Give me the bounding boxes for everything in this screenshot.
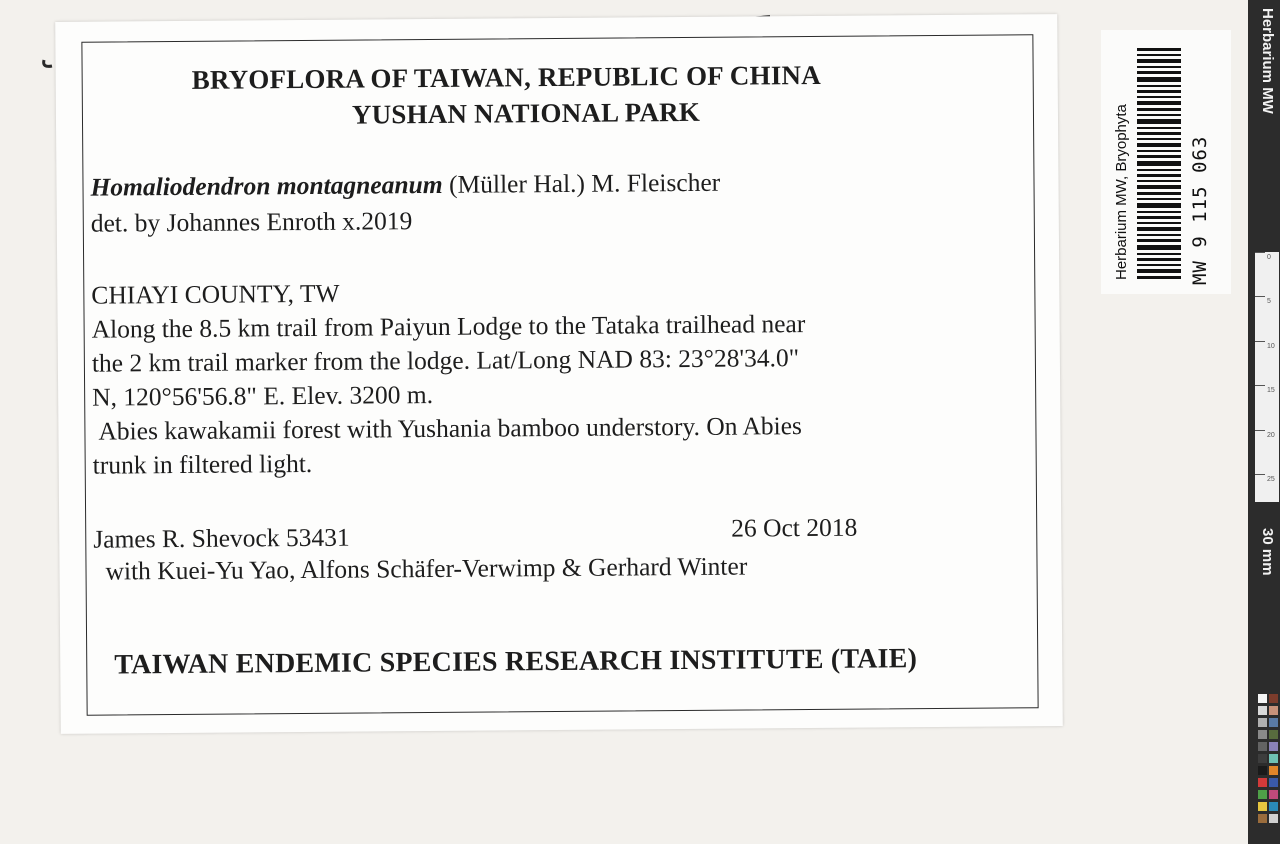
- scale-tick-label: 10: [1267, 343, 1275, 350]
- scale-tick-label: 5: [1267, 298, 1271, 305]
- ruler-scale-bar: [1255, 252, 1279, 502]
- locality-line: Along the 8.5 km trail from Paiyun Lodge to the Tataka trailhead near: [91, 309, 806, 344]
- label-header-line2: YUSHAN NATIONAL PARK: [351, 96, 701, 130]
- county: CHIAYI COUNTY, TW: [91, 278, 340, 310]
- locality-line: N, 120°56'56.8" E. Elev. 3200 m.: [92, 379, 434, 412]
- scale-tick-label: 0: [1267, 254, 1271, 261]
- institution: TAIWAN ENDEMIC SPECIES RESEARCH INSTITUTE (TAIE): [114, 643, 918, 681]
- associates: with Kuei-Yu Yao, Alfons Schäfer-Verwimp & Gerhard Winter: [105, 551, 748, 586]
- scale-tick: [1255, 252, 1265, 253]
- locality-line: the 2 km trail marker from the lodge. Lat/Long NAD 83: 23°28'34.0": [91, 343, 800, 378]
- barcode-card: [1101, 30, 1231, 294]
- label-header-line1: BRYOFLORA OF TAIWAN, REPUBLIC OF CHINA: [191, 59, 821, 95]
- specimen-label: [55, 14, 1063, 734]
- color-calibration-swatches: [1256, 690, 1280, 844]
- taxon-authority: (Müller Hal.) M. Fleischer: [442, 167, 721, 199]
- barcode-icon: [1137, 48, 1181, 280]
- scale-tick: [1255, 341, 1265, 342]
- barcode-collection-text: Herbarium MW, Bryophyta: [1113, 104, 1130, 280]
- habitat-line: trunk in filtered light.: [92, 448, 313, 480]
- ruler-scale-label: 30 mm: [1259, 528, 1276, 576]
- determination: det. by Johannes Enroth x.2019: [90, 206, 413, 238]
- collection-date: 26 Oct 2018: [731, 512, 858, 543]
- scale-tick-label: 25: [1267, 476, 1275, 483]
- scale-tick: [1255, 430, 1265, 431]
- scale-tick: [1255, 474, 1265, 475]
- scale-tick: [1255, 385, 1265, 386]
- scale-tick: [1255, 296, 1265, 297]
- taxon-line: [90, 167, 720, 204]
- habitat-line: Abies kawakamii forest with Yushania bamboo understory. On Abies: [98, 411, 803, 446]
- taxon-name: Homaliodendron montagneanum: [90, 169, 443, 202]
- ruler-title: Herbarium MW: [1259, 8, 1276, 114]
- scale-tick-label: 15: [1267, 387, 1275, 394]
- scale-tick-label: 20: [1267, 432, 1275, 439]
- barcode-number: MW 9 115 063: [1189, 135, 1211, 285]
- collector: James R. Shevock 53431: [93, 522, 350, 554]
